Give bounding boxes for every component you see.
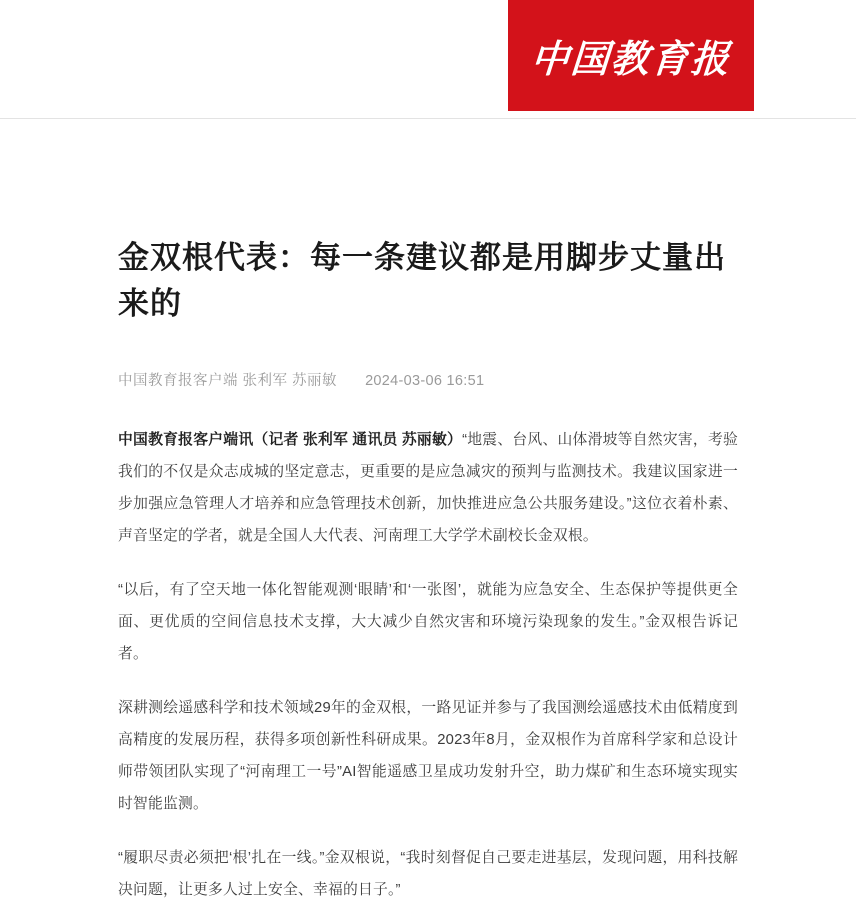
article-meta [118,369,738,390]
site-logo-text: 中国教育报 [529,39,733,81]
article-page [0,119,856,906]
article-paragraph: “履职尽责必须把‘根’扎在一线。”金双根说，“我时刻督促自己要走进基层，发现问题，用科技解决问题，让更多人过上安全、幸福的日子。” [118,850,738,898]
article-paragraph: “以后，有了空天地一体化智能观测‘眼睛’和‘一张图’，就能为应急安全、生态保护等提供更全面、更优质的空间信息技术支撑，大大减少自然灾害和环境污染现象的发生。”金双根告诉记者。 [118,582,738,662]
article-source: 中国教育报客户端 张利军 苏丽敏 [118,373,338,389]
article-paragraph-text: “地震、台风、山体滑坡等自然灾害，考验我们的不仅是众志成城的坚定意志，更重要的是应急减灾的预判与监测技术。我建议国家进一步加强应急管理人才培养和应急管理技术创新，加快推进应急公共服务建设。”这位衣着朴素、声音坚定的学者，就是全国人大代表、河南理工大学学术副校长金双根。 [118,432,738,544]
article-paragraph [118,424,738,552]
article-body [118,424,738,906]
site-logo[interactable] [508,0,754,111]
page-title: 金双根代表：每一条建议都是用脚步丈量出来的 [118,240,726,321]
article-paragraph: 深耕测绘遥感科学和技术领域29年的金双根，一路见证并参与了我国测绘遥感技术由低精度到高精度的发展历程，获得多项创新性科研成果。2023年8月，金双根作为首席科学家和总设计师带领团队实现了“河南理工一号”AI智能遥感卫星成功发射升空，助力煤矿和生态环境实现实时智能监测。 [118,700,738,812]
article-dateline: 中国教育报客户端讯（记者 张利军 通讯员 苏丽敏） [118,432,463,448]
masthead [0,0,856,119]
article-timestamp: 2024-03-06 16:51 [365,373,485,389]
